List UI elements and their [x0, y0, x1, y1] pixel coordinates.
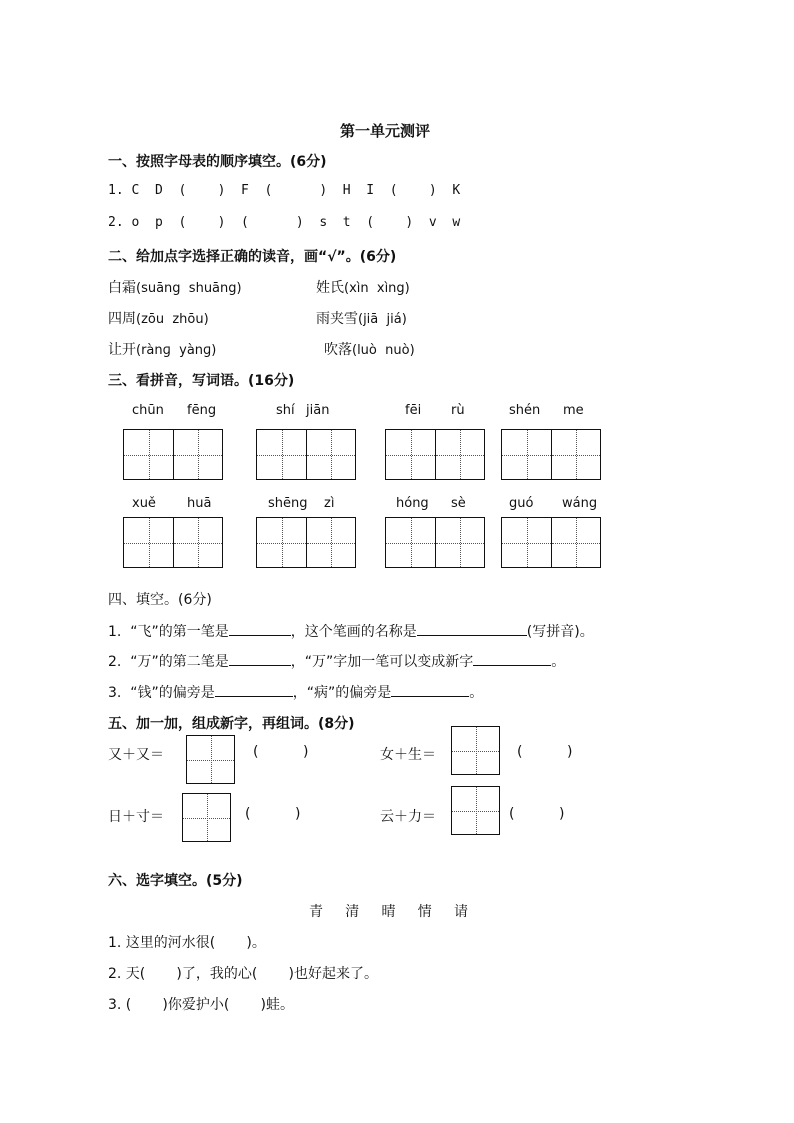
- pinyin-label: shén: [509, 403, 541, 418]
- section-6-heading: 六、选字填空。(5分): [108, 873, 243, 889]
- pinyin-label: wáng: [562, 496, 598, 511]
- addition-equation: 女＋生＝: [380, 747, 436, 763]
- pinyin-label: xuě: [132, 496, 156, 511]
- fill-question-3: 3. “钱”的偏旁是 ，“病”的偏旁是 。: [108, 682, 483, 702]
- choice-question-1: 1. 这里的河水很( )。: [108, 935, 266, 951]
- reading-item: 吹落(luò nuò): [324, 342, 415, 358]
- writing-grid[interactable]: [501, 517, 601, 568]
- addition-equation: 又＋又＝: [108, 747, 164, 763]
- reading-item: 让开(rànɡ yànɡ): [108, 342, 217, 358]
- pinyin-label: shí: [276, 403, 295, 418]
- alphabet-line-1: 1. C D ( ) F ( ) H I ( ) K: [108, 183, 461, 198]
- pinyin-label: huā: [187, 496, 212, 511]
- pinyin-label: zì: [324, 496, 335, 511]
- addition-equation: 日＋寸＝: [108, 809, 164, 825]
- pinyin-label: hóng: [396, 496, 429, 511]
- word-parentheses[interactable]: ( ): [509, 806, 565, 822]
- page-title: 第一单元测评: [340, 122, 431, 140]
- writing-grid[interactable]: [256, 429, 356, 480]
- pinyin-label: chūn: [132, 403, 164, 418]
- answer-box[interactable]: [182, 793, 231, 842]
- reading-item: 白霜(suāng shuāng): [108, 280, 242, 296]
- section-5-heading: 五、加一加，组成新字，再组词。(8分): [108, 716, 355, 732]
- section-1-heading: 一、按照字母表的顺序填空。(6分): [108, 154, 327, 170]
- answer-box[interactable]: [451, 726, 500, 775]
- section-3-heading: 三、看拼音，写词语。(16分): [108, 373, 295, 389]
- word-parentheses[interactable]: ( ): [517, 744, 573, 760]
- pinyin-label: fēi: [405, 403, 422, 418]
- reading-item: 姓氏(xìn xìng): [316, 280, 410, 296]
- section-2-heading: 二、给加点字选择正确的读音，画“√”。(6分): [108, 249, 397, 265]
- alphabet-line-2: 2. o p ( ) ( ) s t ( ) v w: [108, 215, 461, 230]
- choice-question-3: 3. ( )你爱护小( )蛙。: [108, 997, 294, 1013]
- pinyin-label: me: [563, 403, 584, 418]
- pinyin-label: rù: [451, 403, 465, 418]
- answer-blank[interactable]: [215, 682, 293, 697]
- section-4-heading: 四、填空。(6分): [108, 592, 212, 608]
- writing-grid[interactable]: [501, 429, 601, 480]
- pinyin-label: fēng: [187, 403, 217, 418]
- pinyin-label: guó: [509, 496, 534, 511]
- pinyin-label: shēng: [268, 496, 308, 511]
- fill-question-2: 2. “万”的第二笔是 ，“万”字加一笔可以变成新字 。: [108, 651, 565, 671]
- pinyin-label: sè: [451, 496, 466, 511]
- answer-blank[interactable]: [473, 651, 551, 666]
- answer-box[interactable]: [186, 735, 235, 784]
- writing-grid[interactable]: [123, 517, 223, 568]
- fill-question-1: 1. “飞”的第一笔是 ，这个笔画的名称是 (写拼音)。: [108, 621, 594, 641]
- addition-equation: 云＋力＝: [380, 809, 436, 825]
- word-parentheses[interactable]: ( ): [253, 744, 309, 760]
- answer-blank[interactable]: [229, 651, 291, 666]
- word-parentheses[interactable]: ( ): [245, 806, 301, 822]
- choice-question-2: 2. 天( )了，我的心( )也好起来了。: [108, 966, 378, 982]
- reading-item: 雨夹雪(jiā jiá): [316, 311, 407, 327]
- answer-blank[interactable]: [391, 682, 469, 697]
- reading-item: 四周(zōu zhōu): [108, 311, 209, 327]
- writing-grid[interactable]: [385, 429, 485, 480]
- writing-grid[interactable]: [256, 517, 356, 568]
- character-choices: 青 清 晴 情 请: [309, 904, 469, 920]
- writing-grid[interactable]: [123, 429, 223, 480]
- answer-blank[interactable]: [229, 621, 291, 636]
- answer-blank[interactable]: [417, 621, 527, 636]
- answer-box[interactable]: [451, 786, 500, 835]
- pinyin-label: jiān: [306, 403, 330, 418]
- writing-grid[interactable]: [385, 517, 485, 568]
